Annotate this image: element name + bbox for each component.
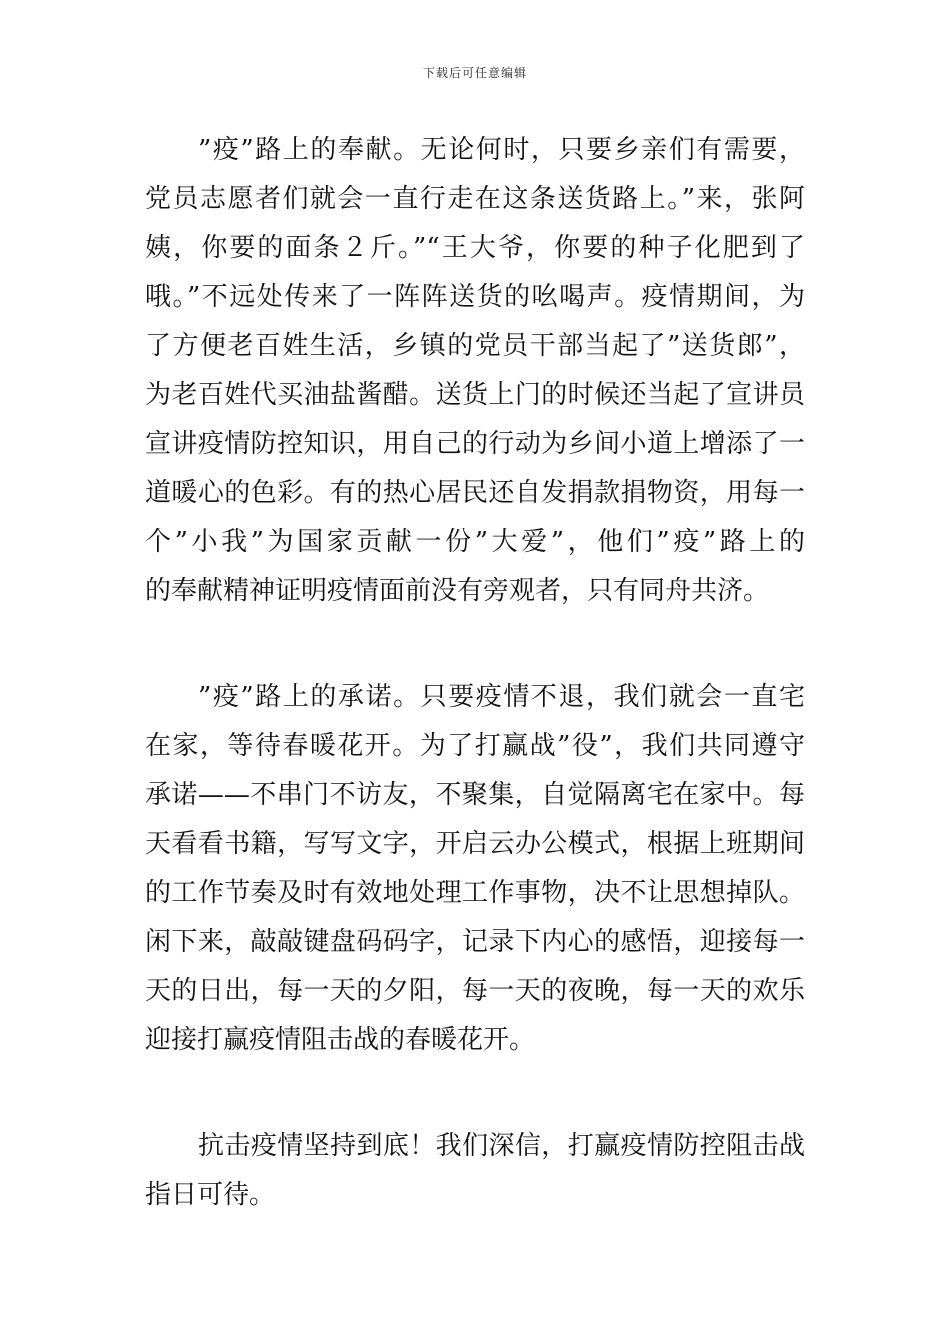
text-line: ”疫”路上的奉献。无论何时，只要乡亲们有需要，: [198, 135, 805, 165]
text-line: 天的日出，每一天的夕阳，每一天的夜晚，每一天的欢乐: [145, 976, 805, 1006]
text-line: 宣讲疫情防控知识，用自己的行动为乡间小道上增添了一: [145, 429, 805, 459]
text-line: 指日可待。: [145, 1180, 276, 1210]
text-line: 个”小我”为国家贡献一份”大爱”，他们”疫”路上的: [145, 527, 805, 557]
text-line: 闲下来，敲敲键盘码码字，记录下内心的感悟，迎接每一: [145, 927, 805, 957]
page-header: 下载后可任意编辑: [422, 66, 527, 80]
text-line: 承诺——不串门不访友，不聚集，自觉隔离宅在家中。每: [145, 780, 805, 810]
text-line: 迎接打赢疫情阻击战的春暖花开。: [145, 1025, 536, 1055]
text-line: 姨，你要的面条２斤。”“王大爷，你要的种子化肥到了: [145, 233, 805, 263]
text-line: 的工作节奏及时有效地处理工作事物，决不让思想掉队。: [145, 878, 805, 908]
text-line: 为老百姓代买油盐酱醋。送货上门的时候还当起了宣讲员: [145, 380, 805, 410]
text-line: 党员志愿者们就会一直行走在这条送货路上。”来，张阿: [145, 184, 805, 214]
text-line: ”疫”路上的承诺。只要疫情不退，我们就会一直宅: [198, 682, 805, 712]
text-line: 道暖心的色彩。有的热心居民还自发捐款捐物资，用每一: [145, 478, 805, 508]
text-line: 了方便老百姓生活，乡镇的党员干部当起了”送货郎”，: [145, 331, 805, 361]
text-line: 哦。”不远处传来了一阵阵送货的吆喝声。疫情期间，为: [145, 282, 805, 312]
text-line: 天看看书籍，写写文字，开启云办公模式，根据上班期间: [145, 829, 805, 859]
text-line: 抗击疫情坚持到底！我们深信，打赢疫情防控阻击战: [198, 1131, 805, 1161]
text-line: 的奉献精神证明疫情面前没有旁观者，只有同舟共济。: [145, 576, 770, 606]
text-line: 在家，等待春暖花开。为了打赢战”役”，我们共同遵守: [145, 731, 805, 761]
